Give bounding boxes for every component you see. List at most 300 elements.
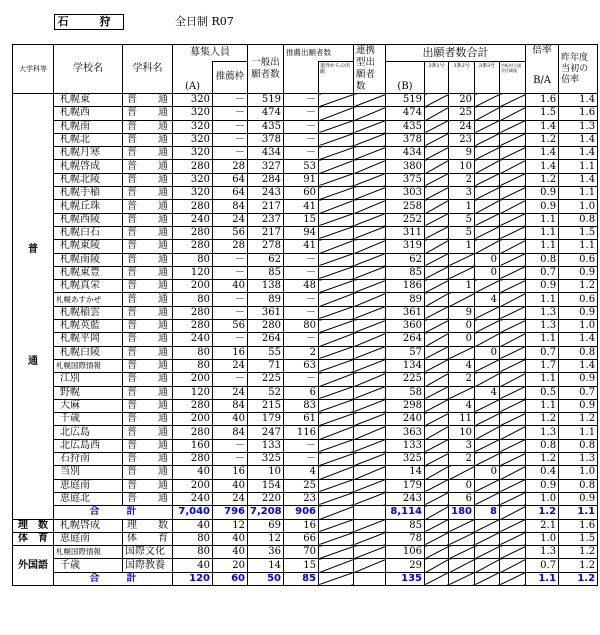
total-b: 378: [386, 133, 425, 146]
department-char: 通: [158, 147, 168, 159]
department-cell: [123, 173, 173, 186]
ratio: 1.7: [526, 359, 559, 372]
linked-applicants-empty: [354, 107, 386, 120]
art3-1-empty: [425, 306, 449, 319]
general-applicants: 12: [248, 532, 284, 545]
art3-1-empty: [425, 426, 449, 439]
department-cell: [123, 133, 173, 146]
last-year-ratio: 1.2: [559, 413, 598, 426]
school-name: 札幌英藍: [54, 320, 123, 333]
school-name: 大麻: [54, 399, 123, 412]
total-b: 78: [386, 532, 425, 545]
header-department: 学科名: [123, 45, 173, 94]
department-char: 普: [127, 453, 137, 465]
recruit-a: 320: [173, 187, 213, 200]
total-b: 58: [386, 386, 425, 399]
art3-2: 10: [449, 160, 475, 173]
total-b: 179: [386, 479, 425, 492]
total-b: 258: [386, 200, 425, 213]
art3-1-empty: [425, 439, 449, 452]
outside-hokkaido-empty: [319, 200, 354, 213]
total-label-char: 計: [126, 572, 137, 584]
school-name: 北広島西: [54, 439, 123, 452]
department-cell: [123, 466, 173, 479]
recommend-quota: 40: [213, 532, 248, 545]
outside-hokkaido-empty: [319, 133, 354, 146]
last-year-ratio: 1.1: [559, 187, 598, 200]
recommend-applicants: －: [284, 439, 319, 452]
general-applicants: 434: [248, 147, 284, 160]
recommend-quota: －: [213, 266, 248, 279]
ratio: 1.2: [526, 173, 559, 186]
recruit-a: 80: [173, 293, 213, 306]
department-char: 通: [158, 413, 168, 425]
school-name: 札幌啓成: [54, 519, 123, 532]
department-cell: [123, 280, 173, 293]
recommend-applicants: 91: [284, 173, 319, 186]
category-science: 理 数: [13, 519, 54, 532]
department-cell: 国際文化: [123, 546, 173, 559]
municipal-empty: [500, 94, 526, 107]
art3-3-empty: [475, 213, 500, 226]
ratio: 1.3: [526, 306, 559, 319]
header-general-applicants: 一般出願者数: [248, 45, 284, 94]
last-year-ratio: 1.0: [559, 320, 598, 333]
linked-applicants-empty: [354, 173, 386, 186]
art3-3-empty: [475, 519, 500, 532]
table-row: [13, 94, 598, 107]
ratio: 1.1: [526, 373, 559, 386]
art3-1-empty: [425, 213, 449, 226]
category-char: 普: [28, 244, 38, 256]
table-row: [13, 293, 598, 306]
ratio: 1.1: [526, 333, 559, 346]
total-row: [13, 572, 598, 585]
total-art3-2-empty: [449, 572, 475, 585]
department-cell: [123, 226, 173, 239]
table-row: [13, 439, 598, 452]
school-name: 恵庭南: [54, 532, 123, 545]
art3-1-empty: [425, 359, 449, 372]
ratio: 1.1: [526, 213, 559, 226]
art3-2: 9: [449, 147, 475, 160]
header-recommend-applicants: 推薦出願者数: [284, 45, 354, 62]
outside-hokkaido-empty: [319, 519, 354, 532]
department-char: 通: [158, 160, 168, 172]
general-applicants: 237: [248, 213, 284, 226]
region-label: 石 狩: [54, 14, 124, 30]
ratio: 0.7: [526, 266, 559, 279]
recruit-a: 280: [173, 306, 213, 319]
department-cell: [123, 107, 173, 120]
department-cell: [123, 479, 173, 492]
art3-1-empty: [425, 187, 449, 200]
total-b: 134: [386, 359, 425, 372]
department-cell: [123, 373, 173, 386]
school-name: 石狩南: [54, 453, 123, 466]
municipal-empty: [500, 266, 526, 279]
department-char: 普: [127, 267, 137, 278]
department-char: 通: [158, 267, 168, 278]
linked-applicants-empty: [354, 546, 386, 559]
department-char: 普: [127, 120, 137, 132]
ratio: 1.3: [526, 546, 559, 559]
linked-applicants-empty: [354, 386, 386, 399]
recommend-applicants: 2: [284, 346, 319, 359]
outside-hokkaido-empty: [319, 147, 354, 160]
total-row: [13, 506, 598, 519]
last-year-ratio: 1.6: [559, 107, 598, 120]
art3-3: 0: [475, 346, 500, 359]
general-applicants: 55: [248, 346, 284, 359]
ratio: 0.7: [526, 346, 559, 359]
art3-2: 4: [449, 359, 475, 372]
last-year-ratio: 1.2: [559, 280, 598, 293]
department-char: 通: [158, 373, 168, 385]
municipal-empty: [500, 280, 526, 293]
header-total-b: (B): [386, 61, 425, 93]
ratio: 0.8: [526, 253, 559, 266]
outside-hokkaido-empty: [319, 453, 354, 466]
general-applicants: 361: [248, 306, 284, 319]
municipal-empty: [500, 413, 526, 426]
art3-2: 1: [449, 280, 475, 293]
last-year-ratio: 0.6: [559, 253, 598, 266]
art3-1-empty: [425, 266, 449, 279]
ratio: 0.5: [526, 386, 559, 399]
art3-1-empty: [425, 559, 449, 572]
municipal-empty: [500, 293, 526, 306]
total-art3-2: 180: [449, 506, 475, 519]
total-label: [54, 506, 173, 519]
total-b: 243: [386, 492, 425, 505]
outside-hokkaido-empty: [319, 386, 354, 399]
recommend-applicants: 63: [284, 359, 319, 372]
recommend-applicants: 16: [284, 519, 319, 532]
linked-applicants-empty: [354, 413, 386, 426]
total-b: 311: [386, 226, 425, 239]
recommend-applicants: －: [284, 120, 319, 133]
municipal-empty: [500, 160, 526, 173]
recruit-a: 280: [173, 226, 213, 239]
outside-hokkaido-empty: [319, 333, 354, 346]
recommend-quota: 64: [213, 173, 248, 186]
linked-applicants-empty: [354, 479, 386, 492]
department-char: 普: [127, 200, 137, 212]
total-b: 8,114: [386, 506, 425, 519]
department-cell: [123, 266, 173, 279]
municipal-empty: [500, 133, 526, 146]
header-last-year: 昨年度当初の倍率: [559, 45, 598, 94]
art3-1-empty: [425, 466, 449, 479]
table-row: [13, 546, 598, 559]
art3-1-empty: [425, 133, 449, 146]
last-year-ratio: 1.3: [559, 453, 598, 466]
department-char: 普: [127, 360, 137, 372]
department-char: 通: [158, 320, 168, 332]
art3-3: 4: [475, 293, 500, 306]
header-recommend-quota: 推薦枠: [213, 61, 248, 93]
recommend-applicants: －: [284, 306, 319, 319]
category-general: [13, 94, 54, 520]
header-total-applicants: 出願者数合計: [386, 45, 526, 62]
department-char: 通: [158, 479, 168, 491]
art3-3-empty: [475, 359, 500, 372]
recommend-applicants: 116: [284, 426, 319, 439]
recruit-a: 80: [173, 546, 213, 559]
recommend-quota: 56: [213, 320, 248, 333]
total-art3-1-empty: [425, 572, 449, 585]
department-cell: [123, 187, 173, 200]
recruit-a: 240: [173, 333, 213, 346]
art3-3-empty: [475, 413, 500, 426]
art3-2: 6: [449, 492, 475, 505]
art3-1-empty: [425, 120, 449, 133]
art3-2-empty: [449, 293, 475, 306]
last-year-ratio: 0.8: [559, 213, 598, 226]
department-char: 体: [127, 532, 137, 544]
recommend-applicants: 15: [284, 559, 319, 572]
art3-3-empty: [475, 532, 500, 545]
school-name: 札幌北陵: [54, 173, 123, 186]
art3-3-empty: [475, 107, 500, 120]
department-char: 数: [158, 519, 168, 531]
school-name: 札幌白陵: [54, 346, 123, 359]
art3-3-empty: [475, 200, 500, 213]
art3-1-empty: [425, 160, 449, 173]
department-cell: [123, 213, 173, 226]
department-char: 普: [127, 413, 137, 425]
linked-applicants-empty: [354, 346, 386, 359]
total-outside-empty: [319, 572, 354, 585]
department-char: 通: [158, 280, 168, 292]
table-row: [13, 399, 598, 412]
linked-applicants-empty: [354, 492, 386, 505]
recommend-applicants: 4: [284, 466, 319, 479]
art3-2: 1: [449, 200, 475, 213]
art3-1-empty: [425, 399, 449, 412]
art3-2: 0: [449, 333, 475, 346]
department-char: 普: [127, 280, 137, 292]
municipal-empty: [500, 532, 526, 545]
outside-hokkaido-empty: [319, 373, 354, 386]
art3-2: 2: [449, 453, 475, 466]
school-name: 札幌東: [54, 94, 123, 107]
linked-applicants-empty: [354, 333, 386, 346]
total-general-applicants: 7,208: [248, 506, 284, 519]
table-row: [13, 559, 598, 572]
last-year-ratio: 0.9: [559, 306, 598, 319]
recommend-quota: －: [213, 253, 248, 266]
general-applicants: 62: [248, 253, 284, 266]
document-subtitle: 全日制 R07: [175, 15, 234, 28]
recruit-a: 280: [173, 453, 213, 466]
linked-applicants-empty: [354, 293, 386, 306]
municipal-empty: [500, 320, 526, 333]
recommend-applicants: －: [284, 266, 319, 279]
table-row: [13, 532, 598, 545]
school-name: 札幌丘珠: [54, 200, 123, 213]
department-char: 通: [158, 386, 168, 398]
department-char: 普: [127, 253, 137, 265]
department-char: 通: [158, 134, 168, 146]
recruit-a: 280: [173, 320, 213, 333]
general-applicants: 36: [248, 546, 284, 559]
recommend-quota: －: [213, 107, 248, 120]
last-year-ratio: 0.9: [559, 399, 598, 412]
recommend-quota: 24: [213, 359, 248, 372]
total-b: 225: [386, 373, 425, 386]
application-table: [12, 44, 598, 586]
total-b: 106: [386, 546, 425, 559]
school-name: 札幌国際情報: [54, 359, 123, 372]
outside-hokkaido-empty: [319, 280, 354, 293]
department-char: 普: [127, 479, 137, 491]
outside-hokkaido-empty: [319, 466, 354, 479]
total-last-year-ratio: 1.2: [559, 572, 598, 585]
art3-1-empty: [425, 94, 449, 107]
ratio: 0.7: [526, 559, 559, 572]
outside-hokkaido-empty: [319, 306, 354, 319]
linked-applicants-empty: [354, 213, 386, 226]
outside-hokkaido-empty: [319, 173, 354, 186]
school-name: 札幌西: [54, 107, 123, 120]
school-name: 恵庭南: [54, 479, 123, 492]
art3-3: 0: [475, 253, 500, 266]
recommend-applicants: －: [284, 133, 319, 146]
ratio: 1.3: [526, 426, 559, 439]
total-recommend-quota: 796: [213, 506, 248, 519]
department-char: 普: [127, 333, 137, 345]
department-char: 普: [127, 160, 137, 172]
table-body: [13, 94, 598, 586]
department-char: 通: [158, 306, 168, 318]
recruit-a: 40: [173, 519, 213, 532]
header-art3-2: 3条2号: [449, 61, 475, 93]
general-applicants: 133: [248, 439, 284, 452]
municipal-empty: [500, 173, 526, 186]
department-cell: [123, 160, 173, 173]
recruit-a: 280: [173, 160, 213, 173]
header-art3-3: 3条3号: [475, 61, 500, 93]
total-b: 85: [386, 519, 425, 532]
department-cell: [123, 413, 173, 426]
total-b: 89: [386, 293, 425, 306]
art3-3-empty: [475, 147, 500, 160]
recruit-a: 200: [173, 280, 213, 293]
linked-applicants-empty: [354, 359, 386, 372]
municipal-empty: [500, 426, 526, 439]
total-recruit-a: 7,040: [173, 506, 213, 519]
recommend-applicants: 15: [284, 213, 319, 226]
table-row: [13, 359, 598, 372]
table-row: [13, 386, 598, 399]
general-applicants: 71: [248, 359, 284, 372]
general-applicants: 225: [248, 373, 284, 386]
table-row: [13, 453, 598, 466]
recruit-a: 320: [173, 133, 213, 146]
art3-2: 20: [449, 94, 475, 107]
last-year-ratio: 0.9: [559, 373, 598, 386]
outside-hokkaido-empty: [319, 253, 354, 266]
linked-applicants-empty: [354, 399, 386, 412]
table-row: [13, 226, 598, 239]
last-year-ratio: 1.4: [559, 94, 598, 107]
art3-1-empty: [425, 373, 449, 386]
recommend-applicants: －: [284, 453, 319, 466]
department-char: 普: [127, 134, 137, 146]
municipal-empty: [500, 439, 526, 452]
table-row: [13, 120, 598, 133]
recommend-quota: 24: [213, 492, 248, 505]
recommend-applicants: 94: [284, 226, 319, 239]
last-year-ratio: 1.2: [559, 559, 598, 572]
recruit-a: 80: [173, 253, 213, 266]
department-char: 通: [158, 227, 168, 239]
art3-3-empty: [475, 280, 500, 293]
ratio: 0.4: [526, 466, 559, 479]
department-cell: [123, 426, 173, 439]
department-char: 普: [127, 147, 137, 159]
outside-hokkaido-empty: [319, 346, 354, 359]
department-char: 理: [127, 519, 137, 531]
ratio: 1.4: [526, 160, 559, 173]
school-name: 北広島: [54, 426, 123, 439]
department-cell: [123, 346, 173, 359]
art3-1-empty: [425, 240, 449, 253]
total-b: 434: [386, 147, 425, 160]
art3-2: 0: [449, 320, 475, 333]
art3-1-empty: [425, 293, 449, 306]
total-b: 363: [386, 426, 425, 439]
last-year-ratio: 0.7: [559, 386, 598, 399]
recommend-quota: 56: [213, 226, 248, 239]
linked-applicants-empty: [354, 426, 386, 439]
total-last-year-ratio: 1.1: [559, 506, 598, 519]
school-name: 千歳: [54, 559, 123, 572]
recommend-applicants: 23: [284, 492, 319, 505]
department-cell: [123, 200, 173, 213]
total-b: 29: [386, 559, 425, 572]
category-char: 通: [28, 356, 38, 368]
municipal-empty: [500, 240, 526, 253]
school-name: 札幌平岡: [54, 333, 123, 346]
recruit-a: 240: [173, 492, 213, 505]
last-year-ratio: 1.4: [559, 333, 598, 346]
school-name: 札幌白石: [54, 226, 123, 239]
department-char: 普: [127, 94, 137, 106]
total-ratio: 1.1: [526, 572, 559, 585]
linked-applicants-empty: [354, 94, 386, 107]
school-name: 札幌啓成: [54, 160, 123, 173]
last-year-ratio: 1.5: [559, 226, 598, 239]
header-category: 大学科等: [13, 45, 54, 94]
recommend-quota: －: [213, 453, 248, 466]
municipal-empty: [500, 386, 526, 399]
outside-hokkaido-empty: [319, 213, 354, 226]
table-row: [13, 213, 598, 226]
linked-applicants-empty: [354, 280, 386, 293]
total-art3-3: 8: [475, 506, 500, 519]
total-b: 62: [386, 253, 425, 266]
total-municipal-empty: [500, 506, 526, 519]
last-year-ratio: 0.9: [559, 266, 598, 279]
art3-2: 23: [449, 133, 475, 146]
recommend-applicants: 80: [284, 320, 319, 333]
art3-2-empty: [449, 466, 475, 479]
table-row: [13, 200, 598, 213]
recommend-quota: 40: [213, 413, 248, 426]
